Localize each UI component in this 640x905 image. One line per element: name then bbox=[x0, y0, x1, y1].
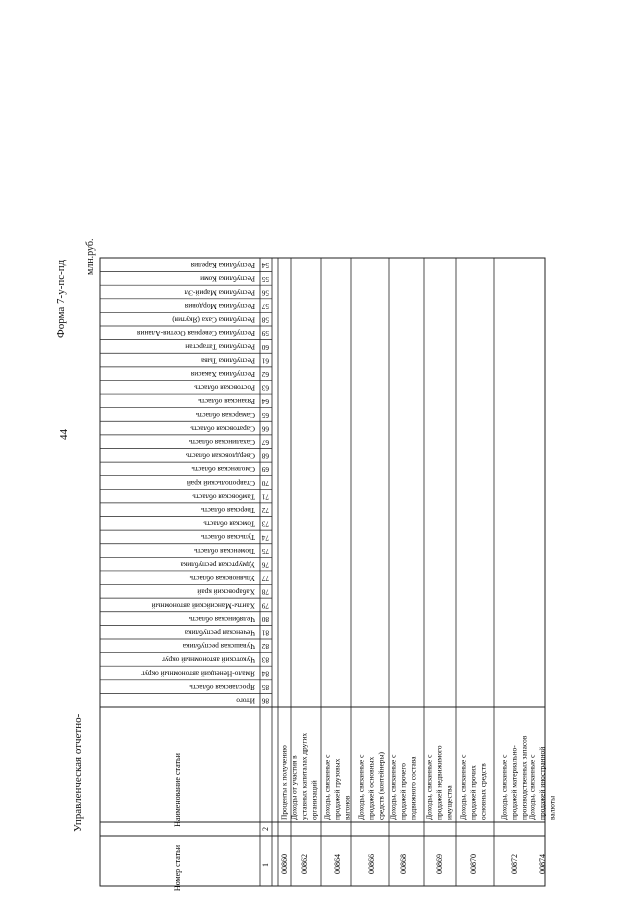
row-name-line: продажей материально- bbox=[509, 745, 519, 820]
region-number: 58 bbox=[261, 315, 269, 324]
region-label: Республика Тыва bbox=[201, 356, 255, 366]
row-name-line: вагонов bbox=[342, 795, 352, 820]
region-label: Республика Марий-Эл bbox=[184, 288, 255, 298]
row-name-line: уставных капиталах других bbox=[299, 732, 309, 820]
region-number: 84 bbox=[261, 669, 269, 678]
region-label: Республика Мордовия bbox=[184, 301, 255, 311]
row-name-line: Доходы, связанные с bbox=[388, 754, 398, 820]
row-code: 00866 bbox=[366, 854, 376, 874]
region-number: 65 bbox=[261, 410, 269, 419]
row-code: 00870 bbox=[468, 854, 478, 874]
row-name-line: Доходы, связанные с bbox=[322, 754, 332, 820]
row-name-line: Доходы от участия в bbox=[289, 755, 299, 820]
region-label: Ульяновская область bbox=[189, 574, 255, 584]
region-number: 67 bbox=[261, 438, 269, 447]
row-name-line: Доходы, связанные с bbox=[527, 754, 537, 820]
header-col-2: 2 bbox=[260, 827, 270, 831]
row-name-line: Доходы, связанные с bbox=[356, 754, 366, 820]
region-number: 73 bbox=[261, 519, 269, 528]
row-name-line: продажей иностранной bbox=[537, 746, 547, 820]
region-label: Тамбовская область bbox=[192, 492, 255, 502]
row-name-line: валюты bbox=[547, 795, 557, 820]
region-label: Республика Саха (Якутия) bbox=[172, 315, 255, 325]
region-label: Тверская область bbox=[201, 506, 255, 516]
row-code: 00872 bbox=[509, 854, 519, 874]
region-number: 80 bbox=[261, 614, 269, 623]
row-name-line: организаций bbox=[309, 780, 319, 820]
region-number: 85 bbox=[261, 682, 269, 691]
region-number: 74 bbox=[261, 533, 269, 542]
row-name-line: продажей основных bbox=[366, 756, 376, 820]
row-name-line: Доходы, связанные с bbox=[424, 754, 434, 820]
region-label: Челябинская область bbox=[188, 614, 255, 624]
region-number: 82 bbox=[261, 642, 269, 651]
region-number: 69 bbox=[261, 465, 269, 474]
region-number: 62 bbox=[261, 369, 269, 378]
header-article-name: Наименование статьи bbox=[172, 753, 182, 827]
row-name-line: средств (контейнеры) bbox=[376, 752, 386, 820]
row-code: 00864 bbox=[332, 854, 342, 874]
row-name-line: продажей прочих bbox=[468, 765, 478, 820]
row-code: 00874 bbox=[537, 854, 547, 874]
region-label: Ставропольский край bbox=[186, 478, 255, 488]
region-number: 61 bbox=[261, 356, 269, 365]
region-number: 54 bbox=[261, 261, 269, 270]
form-title: Форма 7-у-пс-пд bbox=[55, 259, 67, 338]
region-number: 66 bbox=[261, 424, 269, 433]
row-name-line: подвижного состава bbox=[408, 756, 418, 820]
region-number: 78 bbox=[261, 587, 269, 596]
region-number: 55 bbox=[261, 274, 269, 283]
region-number: 83 bbox=[261, 655, 269, 664]
region-label: Чукотский автономный округ bbox=[161, 655, 255, 665]
row-name-line: Доходы, связанные с bbox=[458, 754, 468, 820]
region-number: 86 bbox=[261, 696, 269, 705]
row-name-line: продажей грузовых bbox=[332, 758, 342, 820]
row-code: 00868 bbox=[398, 854, 408, 874]
region-number: 56 bbox=[261, 288, 269, 297]
region-label: Ростовская область bbox=[194, 383, 255, 393]
region-number: 81 bbox=[261, 628, 269, 637]
region-number: 75 bbox=[261, 546, 269, 555]
region-label: Сахалинская область bbox=[188, 437, 255, 447]
region-number: 60 bbox=[261, 342, 269, 351]
row-name-line: Доходы, связанные с bbox=[499, 754, 509, 820]
region-label: Тульская область bbox=[201, 533, 255, 543]
region-label: Ярославская область bbox=[189, 682, 255, 692]
region-number: 71 bbox=[261, 492, 269, 501]
region-label: Хабаровский край bbox=[197, 587, 255, 597]
region-number: 76 bbox=[261, 560, 269, 569]
region-number: 79 bbox=[261, 601, 269, 610]
region-label: Ямало-Ненецкий автономный округ bbox=[141, 669, 255, 679]
region-number: 57 bbox=[261, 301, 269, 310]
region-label: Ханты-Мансийский автономный bbox=[151, 601, 255, 611]
region-label: Республика Татарстан bbox=[185, 342, 255, 352]
row-name-line: Проценты к получению bbox=[279, 745, 289, 820]
region-number: 63 bbox=[261, 383, 269, 392]
row-name-line: продажей недвижимого bbox=[434, 745, 444, 820]
region-label: Удмуртская республика bbox=[180, 560, 255, 570]
region-label: Итого bbox=[236, 696, 255, 706]
row-name-line: основных средств bbox=[478, 763, 488, 820]
region-number: 68 bbox=[261, 451, 269, 460]
header-col-1: 1 bbox=[260, 863, 270, 867]
region-label: Чувашская республика bbox=[182, 642, 255, 652]
region-number: 77 bbox=[261, 574, 269, 583]
region-label: Чеченская республика bbox=[184, 628, 255, 638]
header-article-code: Номер статьи bbox=[172, 844, 182, 892]
unit-label: млн.руб. bbox=[85, 238, 96, 275]
region-number: 64 bbox=[261, 397, 269, 406]
region-label: Республика Северная Осетия-Алания bbox=[137, 329, 255, 339]
region-label: Рязанская область bbox=[198, 397, 255, 407]
page-number: 44 bbox=[58, 429, 70, 440]
row-name-line: производственных запасов bbox=[519, 735, 529, 820]
region-label: Смоленская область bbox=[191, 465, 255, 475]
region-label: Тюменская область bbox=[194, 546, 255, 556]
row-code: 00869 bbox=[434, 854, 444, 874]
region-label: Самарская область bbox=[195, 410, 255, 420]
region-label: Свердловская область bbox=[185, 451, 255, 461]
report-title: Управленческая отчетно- bbox=[72, 713, 84, 832]
row-name-line: имущества bbox=[444, 785, 454, 820]
region-number: 72 bbox=[261, 506, 269, 515]
region-label: Республика Карелия bbox=[190, 261, 255, 271]
region-number: 70 bbox=[261, 478, 269, 487]
row-code: 00860 bbox=[279, 854, 289, 874]
row-code: 00862 bbox=[299, 854, 309, 874]
region-label: Республика Хакасия bbox=[190, 369, 255, 379]
row-name-line: продажей прочего bbox=[398, 763, 408, 820]
region-label: Томская область bbox=[203, 519, 255, 529]
region-label: Республика Коми bbox=[200, 274, 255, 284]
region-label: Саратовская область bbox=[190, 424, 255, 434]
region-number: 59 bbox=[261, 329, 269, 338]
